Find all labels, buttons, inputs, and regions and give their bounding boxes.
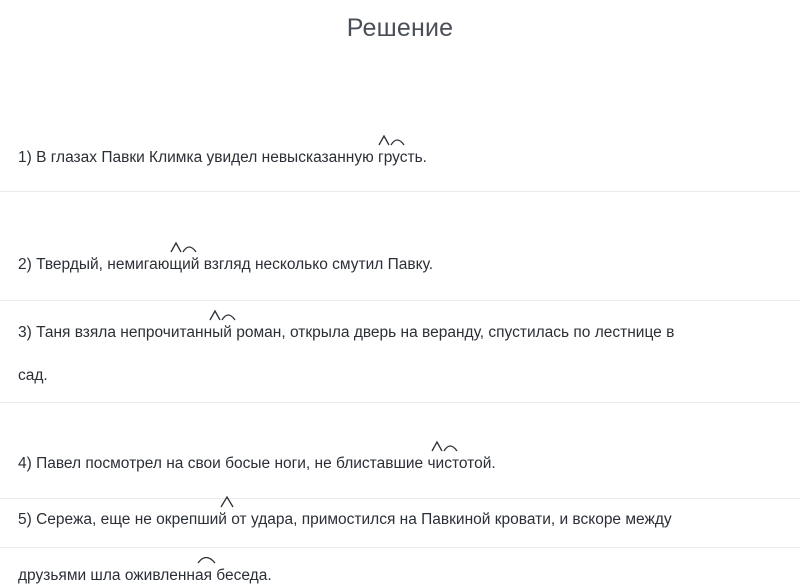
list-item xyxy=(0,173,800,384)
answer-text-5-line-1: 5) Сережа, еще не окрепший от удара, примостился на Павкиной кровати, и вскоре между xyxy=(18,511,672,528)
answer-text-3-line-2: сад. xyxy=(18,367,48,384)
suffix-caret-icon xyxy=(197,551,219,565)
divider xyxy=(0,498,800,499)
answer-list xyxy=(0,69,800,584)
answer-text-2: 2) Твердый, немигающий взгляд несколько смутил Павку. xyxy=(18,256,434,273)
answer-text-4: 4) Павел посмотрел на свои босые ноги, не блиставшие чистотой. xyxy=(18,455,496,472)
list-item xyxy=(0,69,800,166)
list-item xyxy=(0,121,800,273)
page-title: Решение xyxy=(346,14,454,42)
suffix-caret-icon xyxy=(431,439,461,453)
answer-text-1: 1) В глазах Павки Климка увидел невысказанную грусть. xyxy=(18,149,427,166)
divider xyxy=(0,547,800,548)
answer-text-5-line-2: друзьями шла оживленная беседа. xyxy=(18,567,272,584)
answer-text-3-line-1: 3) Таня взяла непрочитанный роман, открыла дверь на веранду, спустилась по лестнице в xyxy=(18,324,675,341)
